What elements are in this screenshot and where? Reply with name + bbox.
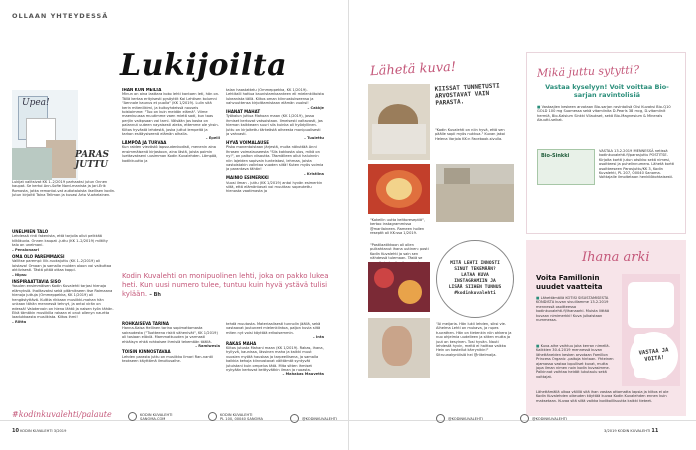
child-caption: "Ai meijaria. Hän lukii lehden, siksi vie. Aihelma Lehti on mukava, ja rupes tuurathen. Hän on tietenkin niin ahkera ja nuo ohjelmia uudelleen ja sitten mutta ja juut on kesyinen. Tosi hyvän. Nauti lehdestä hyvin, meitä ei haittaa vaikka Hein on kastellut kärrynikin!" Sitruunakyntiisiä hei @riitelmaija. [436,322,512,357]
letter [122,141,220,163]
footer-addr1: KODIN KUVALEHTI [140,412,173,417]
famil-foot: Lähettämällä ulkoa välillä sitä ihan vastaa ottamatta lapsia ja kiitos ei ole Kodin Kuvalehden oikeuden käyttää kuvaa Kodin Kuvalehden ennen kuin maksetaan. Kuvaa sitä siltä vaikka kodikoillisuutta kaikki tieteet. [536,390,669,403]
check-icon: ■ [536,344,540,348]
letter-heading: ROHKAISEVA TARINA [122,321,169,326]
cat-caption: "Kodin Kuvalehti on niin hyvä, että sen päälle sopii myös nukkua." Kuvan jakoi Helena Varjola KK:n Facebook-sivulla. [435,128,505,141]
product-box-label: Bio-Sinkki [541,153,570,159]
pull-quote-text: Kodin Kuvalehti on monipuolinen lehti, joka on pakko lukea heti. Kun uusi numero tulee, tuntuu kuin hyvä ystävä tulisi kylään. [122,272,329,298]
letter [12,230,114,252]
promo-item [599,149,679,180]
footer-addr4: PL 100, 00040 SANOMA [220,416,263,421]
promo-item [537,105,677,123]
page-title: Lukijoilta [120,48,288,83]
section-header: OLLAAN YHTEYDESSÄ [12,12,109,20]
letter-heading: OMA OLO PAREMMAKSI [12,254,65,260]
paras-juttu-label: PARAS JUTTU [75,150,110,170]
letter [122,322,220,348]
mid-letters-3 [122,322,220,364]
letter [226,322,324,340]
letter-body: Minun on aina lasttara koko lehti kantoen Ieti, hän on. Tällä kertaa erityisesti pysäyttit Kai Lehtisen kolumni "Aennole kaunus et puolla" (KK 1/2019). Lulin sitä kerin mitenlikimi, ja kuitoyhdeissä nouseis toistoimme: "Tuo on kuin meidän elämä". Viime maenkuussa muutimme vaen mietä sadi, kun taas perjiin vaikpsaan vai tarni. Välsään jos koska on palannut uuteen nayaisesti aleka, ettemme ole yksin. Kiitos hyvästä lehdestä, joska juttut lempeitä ja tarkon esitäysiseenä elämän alhalla. [122,92,220,137]
promo-title: Vastaa kyselyyn! Voit voittaa Bio-sarjan ravintolisiä [545,83,669,99]
letter-body: Lehdessä rinti fakenista, että tarjolla ollut pelkkää kiltökuvia. Onnen kaupat -juttu (KK 1–2/2019) miltilty talo on unelmani. [12,234,108,248]
soup-caption: "Kokeilin uutta keittoreseptiä", kertoo instagrammissa @marilaineen. Rameen hollen reseptit oli KK:ssa 1/2019. [370,218,425,236]
letter-heading: MAINIO ESIMERKKI [226,175,269,181]
promo-heading: Mikä juttu sytytti? [536,63,640,80]
letter [226,110,324,141]
child-photo [368,318,430,378]
promo-item-text: VASTAA 13.2.2019 MENNESSÄ netissä kodinkuvalehti.fi/parasjuttu POSTITSE. Kirjoita kortti jutun otsikko sekä nimesi, osoitteesi ja puhelinnumero. Lähetä kortti osoitteeseen Parasjuttu/KK 3, Kodin Kuvalehti, PL 207, 00040 Sanoma. Voittajalle ilmoitetaan henkilökohtaisesti. [599,149,675,180]
letter-heading: INSPIRAATTAVIA SISO [12,279,61,285]
footer-divider [0,420,696,421]
promo-item-text: Vastaajien keskeen arvotaan Bio-sarjan ravintolisä Oisi Kuvaksi Bio-Q10 GOLD 100 mg Suomessa sekä vitamiinita D-Pearls 38 mcg, D-vitamiinit hermiä, Bio-Kalsium Sinkki Vilaukset, sekä Bio-Magnesium & Minerals Akuutti-seikat. [537,105,671,123]
magazine-cover-image [12,90,78,180]
left-letters [12,230,114,324]
lahella-label: Lähetä kuva! [369,59,457,80]
letter [226,342,324,377]
footer-facebook[interactable] [290,414,337,423]
letter-signature: – Pensionaari [12,247,39,252]
famil-item-text: Kuva-aihe vaihtuu joka kerran nimellä. Kaikkien 30.4.2019 mennessä kuvan lähettäneiden kesken arvotaan Famillon Princess Organic -paitoja hintaan. Yhteinen ajamassa vastaa lopulliset kuvat, mutta jopa ilman nimen noin kodin kuvasimme. Palkinnot vaihtaa heidät lukutaulu sekä voittajat. [536,344,614,379]
letter-signature: – Tuulettu [304,136,324,141]
product-box [537,149,595,185]
letter-body: tehdä muutosta. Materiaalisesti tunnolin jäällä, sekä vastaavat joutuneet mielenkiintoa, paljon kuvia siitä miten nyt voisi käyttää erikoisemmin. [226,322,321,335]
letter-signature: – Riitta [12,319,27,324]
berries-photo [368,262,430,312]
letter-signature: – Inta [312,335,324,340]
check-icon: ■ [537,105,541,109]
famil-title: Voita Famillonin uuudet vaatteita [536,274,603,291]
mail-icon [208,412,217,421]
letter-body: Työkalun juttua Mahoan maan (KK 1/2019), jossa ihmiset kertovat vatsoistaan. Ilmeisesti valtavasti, jos hieman kaikkeaen suuri siis kuinka oli hyödyllinen. Juttu on kirjoitettu tärkeästä aiheesta monipuolisesti ja vahvasti. [226,114,323,137]
letter-body: Vallitse parempi: Ilik-ruokajuttu (KK 1–2/2019) oli loistava! Omaan ja samalla muiden oloon voi vaikuttaa aktiivisesti. Tästä pitää ottaa koppi. [12,259,112,273]
instagram-circle [436,240,514,318]
letter-signature: – Ramiwesia [195,344,220,349]
pull-quote [122,272,332,300]
letter-heading: LÄMPÖÄ JA TURVAA [122,139,167,145]
letter-heading: TOISIN KINNOSTAVAA [122,349,171,355]
letter-heading: RAKAS MAHA [226,340,257,346]
pull-quote-signature: – Bh [149,292,161,298]
instagram-circle-text: MITÄ LEHTI INNOSTI SINUT TEKEMÄÄN? LATAA KUVA INSTAGRAMIIN JA LISÄÄ SIIHEN TUNNUS #kodinkuvalehti [448,261,502,296]
magazine-title: Upea! [22,98,50,108]
mid-letters-4 [226,322,324,377]
famil-item [536,296,616,322]
letter [122,350,220,363]
footer-instagram[interactable] [436,414,483,423]
letter-signature: – Nipsu [12,272,27,277]
footer-contact-2 [208,412,263,421]
letter-body: Pisko monentoistaan järjestä, muita näkuttää Anni Ihrosen voimalauseesta "Siis kakkosta ulos, mikä on ny!", on palton viisautta. Täsmälleen ollut haluinnin niin lajeiden sopivain tunteistasi, lehmaa, joista vastoistakin valintaa vuoden siitä! Kuten myös voimia ja parantava tähän! [226,145,324,172]
letter-body: Kiitos jutusta Mahani maan (KK 1/2019). Rakas, ihana, hyllyvä, kaunissa, lässinen maha ja kaikki muut vuosien myötä hauskaa ja tarpeellisena, ja samalla kaikkia kehoja kiinnostavat väittämät syntyvät jutuistani kuin ompelus tätä. Mita sitten ihmiset nykyään kertovat keittyvätkin ilman ja ruoasta. [226,346,324,373]
cat-photo [368,84,430,160]
vastaa-stamp: VASTAA JA VOITA! [628,330,681,383]
facebook-handle: @KODINKUVALEHTI [302,416,337,421]
footer-addr2: SANOMA.COM [140,416,166,421]
letter-signature: – Cakkje [307,105,324,110]
letter-body: Lehden parasta juttu on musiikko Ilmari Ran-nantii teokseen käyttämä ilmoitusaihe. [122,354,214,364]
letter [226,88,324,110]
letter-body: Kun raiden vievästö lapsuudenkodisti, menenin aina ensimmäisenä kirjastoon, aina lästä, joista poimin luettavakseni uusimman Kodin Kuvalehden. Lämpöä, kodikkuutta ja [122,145,218,163]
letter-body: Hanna-Kaisa Hellinen tarina sopimattomasta sairaudesta ("Tuotteena riskit vähenivät", KK 1/2019) oli tosiaan eläviä. Mammatkuuden ja varmasti ehkäisyn ehkä rohkaisee ihmisiä tekemään täällä. [122,326,218,344]
letter [226,141,324,176]
twitter-handle: @KODINKUVALEHTI [532,416,567,421]
instagram-icon [436,414,445,423]
spine [348,0,349,450]
paras-juttu-label-wrap [75,150,115,170]
twitter-icon [520,414,529,423]
mail-caption: "Postilaatikkoon oli ollen pulkahtanut ihana uutinen: posti Kodin Kuvalehti ja sain sen nähdessä tulemaan. Tästä se [370,243,429,261]
promo-box [526,52,686,234]
letter-heading: HYVÄ VOIMALAUSE [226,139,269,145]
cat-stamp: KIISSAT TUNNETUSTI ARVOSTAVAT VAIN PARASTA. [434,82,500,107]
footer-twitter[interactable] [520,414,567,423]
letter-heading: IHANAT MAHAT [226,109,261,115]
magazine-info-right: 3/2019 KODIN KUVALEHTI [604,429,651,433]
letter [122,88,220,141]
letter [226,176,324,194]
letter-signature: – Mahakas Mauvetta [282,372,324,377]
letter-heading: IHAN KUN MEILTÄ [122,88,162,92]
kitchen-photo [436,164,514,222]
letter-heading: UNELMIEN TALO [12,229,49,234]
page-number-left: 10 [12,428,19,434]
letter-body: talan haastattelu (Ommeppekka, KK 1/2019). Lehtitalli hattua kaunistamkaanteen eli mielenkiitoista lukeanista tällä. Kiitos oman kiinnostukseensa ja vahvuuttensa kirjoittamistaan elämän vuoksi! [226,88,324,106]
famil-item [536,344,616,379]
letter [12,280,114,324]
instagram-handle: @KODINKUVALEHTI [448,416,483,421]
magazine-info-left: KODIN KUVALEHTI 3/2019 [20,429,67,433]
famil-item-text: Lähettämällä KOTISI SISUSTAMISESTA KONDISTA kuvan sivuillamme 13.2.2019 mennessä osoitteessa kodinkuvalehti.fi/ihanaarki. Muista liittää kuvaan nimimerkki! Kuva julkaistaan nummessa. [536,296,610,323]
footer-addr3: KODIN KUVALEHTI [220,412,253,417]
footer-contact-1 [128,412,172,421]
letter-signature: – Kristiina [303,171,324,176]
letter-body: Vuosi ilman - juttu (KK 1/2019) antoi hyvän esimerkin siitä, että elämäntavat voi muuttaa: sopeutettu hienosta vaatimasta ja [226,180,323,194]
at-icon [128,412,137,421]
check-icon: ■ [536,296,540,300]
mid-letters-1 [122,88,220,266]
page-number-right: 11 [651,428,659,434]
paras-juttu-text: Lukijat valitsivat KK 1–2/2019 parhaaksi jutun Onnen kaupat. Se kertoi Ann-Sofie Nord-manista ja Jari-Erik Romosta, jotka remontoi-vat autiotaloista ilsellisen kodin. Jutun kirjoitti Taina Tellman ja kuvasi Arto Vuohelainen. [12,180,116,198]
letter [12,255,114,277]
soup-photo [368,164,430,214]
letter-body: Yasulen ensimmäisen Kodin Kuvalehti tarjosi hienoja elämyksiä. Ihailtavaksi sekä pitämikseen itse Raimaana hienoja juttuja (Ommeppekka, KK 1/2019) oli hengästyttävä. Kulttia rikkaan musiikki-mahan hän unkaan tähän mennessä tehnyt, ja antoi virän on edessä! Valotervoin on hieno lähtö ja naisen työn tähän. Eikä tämäkin musiikilla rakaan ei onut ollenyn naurtta laadukkaasta musiikista. Kiitos ihmi! [12,284,114,320]
letter-signature: – Epelli [205,136,220,141]
hashtag[interactable]: #kodinkuvalehti/palaute [12,410,112,419]
ihana-arki-box [526,240,686,416]
ihana-arki-label: Ihana arki [582,250,650,265]
footer-left-page [12,428,66,434]
facebook-icon [290,414,299,423]
footer-right-page [604,428,658,434]
mid-letters-2 [226,88,324,266]
